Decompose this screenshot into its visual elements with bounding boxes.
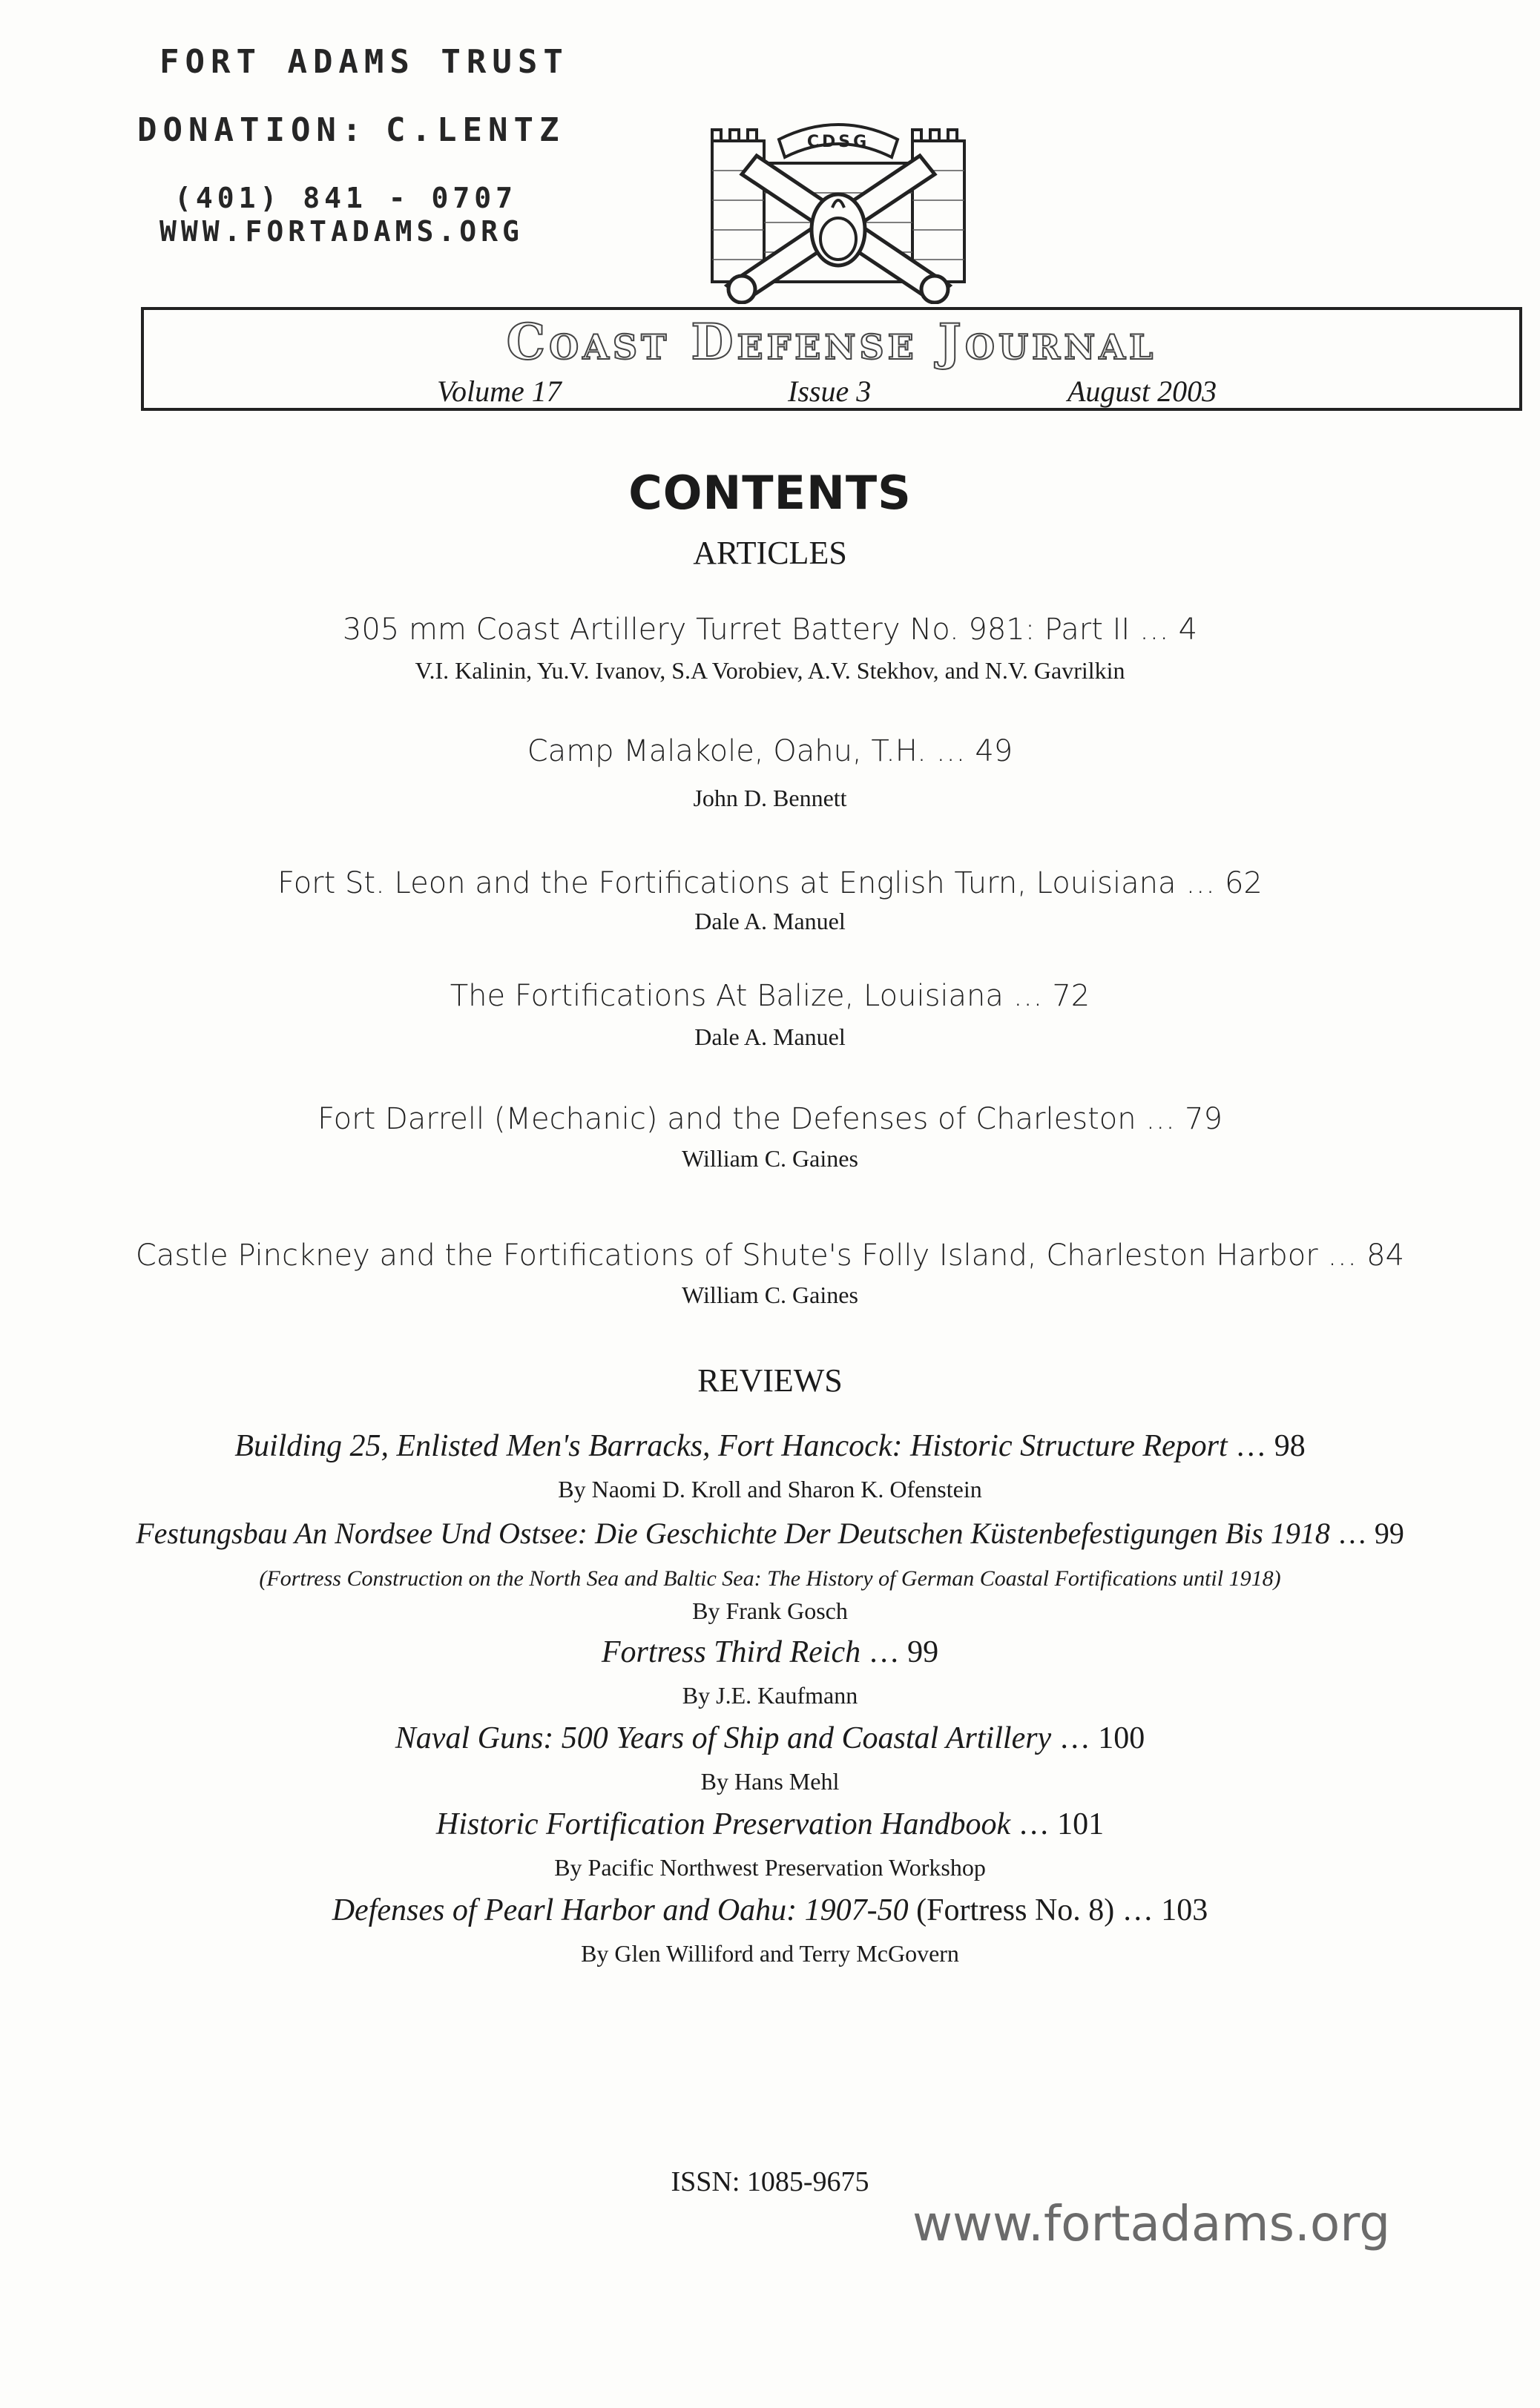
contents-heading: CONTENTS bbox=[628, 466, 912, 520]
article-title: 305 mm Coast Artillery Turret Battery No. 981: Part II … 4 bbox=[342, 613, 1198, 647]
stamp-line-1: FORT ADAMS TRUST bbox=[159, 43, 569, 81]
review-authors: By J.E. Kaufmann bbox=[682, 1682, 858, 1709]
article-authors: Dale A. Manuel bbox=[694, 908, 846, 934]
articles-heading: ARTICLES bbox=[693, 535, 847, 571]
cdsg-logo bbox=[697, 111, 979, 304]
article-title: Fort Darrell (Mechanic) and the Defenses of Charleston … 79 bbox=[317, 1102, 1223, 1136]
review-authors: By Naomi D. Kroll and Sharon K. Ofenstein bbox=[558, 1476, 982, 1502]
stamp-url: WWW.FORTADAMS.ORG bbox=[159, 215, 524, 248]
article-title: Fort St. Leon and the Fortifications at English Turn, Louisiana … 62 bbox=[277, 866, 1263, 900]
article-title: The Fortifications At Balize, Louisiana … 72 bbox=[450, 979, 1090, 1013]
review-title: Festungsbau An Nordsee Und Ostsee: Die Geschichte Der Deutschen Küstenbefestigungen Bis 1918 … 99 bbox=[136, 1517, 1404, 1550]
cdsg-castle-cannons-icon bbox=[697, 111, 979, 304]
article-authors: Dale A. Manuel bbox=[694, 1023, 846, 1050]
journal-title: Coast Defense Journal bbox=[506, 313, 1157, 371]
review-title: Defenses of Pearl Harbor and Oahu: 1907-50 (Fortress No. 8) … 103 bbox=[332, 1893, 1208, 1927]
stamp-phone: (401) 841 - 0707 bbox=[174, 182, 518, 214]
article-authors: William C. Gaines bbox=[682, 1281, 858, 1308]
article-authors: V.I. Kalinin, Yu.V. Ivanov, S.A Vorobiev, A.V. Stekhov, and N.V. Gavrilkin bbox=[415, 657, 1125, 684]
review-title: Historic Fortification Preservation Handbook … 101 bbox=[435, 1807, 1105, 1841]
review-authors: By Hans Mehl bbox=[700, 1768, 840, 1795]
article-title: Camp Malakole, Oahu, T.H. … 49 bbox=[527, 734, 1013, 768]
review-title: Fortress Third Reich … 99 bbox=[601, 1635, 939, 1669]
issue-label: Issue 3 bbox=[788, 375, 872, 408]
review-title: Building 25, Enlisted Men's Barracks, Fort Hancock: Historic Structure Report … 98 bbox=[234, 1429, 1306, 1463]
issn-number: ISSN: 1085-9675 bbox=[671, 2166, 869, 2197]
review-translation-note: (Fortress Construction on the North Sea and Baltic Sea: The History of German Coastal Fortifications until 1918) bbox=[259, 1566, 1281, 1591]
volume-label: Volume 17 bbox=[437, 375, 562, 408]
stamp-donation-value: C.LENTZ bbox=[386, 111, 565, 149]
review-authors: By Pacific Northwest Preservation Workshop bbox=[554, 1854, 986, 1881]
reviews-heading: REVIEWS bbox=[697, 1362, 843, 1399]
review-authors: By Glen Williford and Terry McGovern bbox=[581, 1940, 959, 1967]
article-authors: William C. Gaines bbox=[682, 1145, 858, 1172]
logo-text: CDSG bbox=[806, 133, 870, 151]
journal-masthead bbox=[141, 307, 1522, 411]
date-label: August 2003 bbox=[1067, 375, 1217, 408]
review-authors: By Frank Gosch bbox=[692, 1597, 848, 1624]
review-title: Naval Guns: 500 Years of Ship and Coastal Artillery … 100 bbox=[395, 1721, 1145, 1755]
stamp-donation-label: DONATION: bbox=[137, 111, 368, 149]
article-authors: John D. Bennett bbox=[693, 785, 847, 811]
article-title: Castle Pinckney and the Fortifications of Shute's Folly Island, Charleston Harbor … 84 bbox=[135, 1238, 1405, 1273]
footer-website-url[interactable]: www.fortadams.org bbox=[912, 2195, 1391, 2252]
